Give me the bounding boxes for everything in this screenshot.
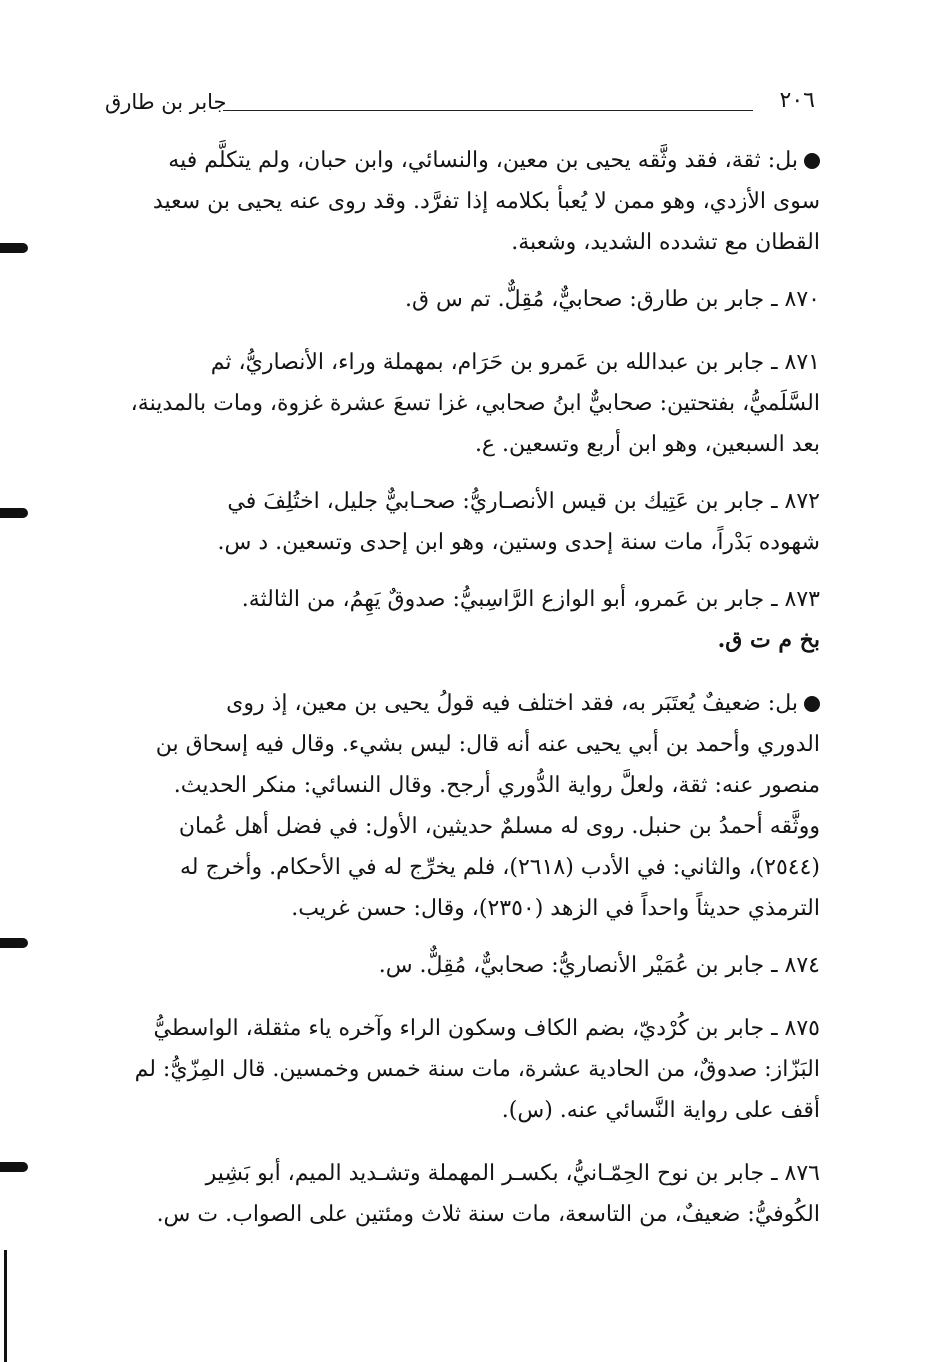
spacer [110, 1131, 820, 1153]
text-line: بل: ثقة، فقد وثَّقه يحيى بن معين، والنسائي، وابن حبان، ولم يتكلَّم فيه [110, 140, 820, 181]
page-header [105, 88, 815, 122]
text-line: سوى الأزدي، وهو ممن لا يُعبأ بكلامه إذا تفرَّد. وقد روى عنه يحيى بن سعيد [152, 189, 820, 214]
spacer [110, 563, 820, 579]
note-block [110, 683, 820, 929]
text-line: ووثَّقه أحمدُ بن حنبل. روى له مسلمٌ حديثين، الأول: في فضل أهل عُمان [178, 814, 820, 839]
text-line: بعد السبعين، وهو ابن أربع وتسعين. ع. [474, 432, 820, 457]
text-line: القطان مع تشدده الشديد، وشعبة. [511, 230, 820, 255]
entry-876 [110, 1153, 820, 1235]
bullet-icon [804, 696, 820, 712]
text-line: (٢٥٤٤)، والثاني: في الأدب (٢٦١٨)، فلم يخرِّج له في الأحكام. وأخرج له [179, 855, 820, 880]
text-line: ٨٧٣ ـ جابر بن عَمرو، أبو الوازع الرَّاسِبيُّ: صدوقٌ يَهِمُ، من الثالثة. [241, 587, 820, 612]
text-line: بخ م ت ق. [717, 627, 820, 653]
scan-margin-mark [0, 1162, 28, 1172]
text-line: شهوده بَدْراً، مات سنة إحدى وستين، وهو ابن إحدى وتسعين. د س. [217, 530, 820, 555]
header-rule [223, 110, 753, 111]
spacer [110, 661, 820, 683]
text-line: الترمذي حديثاً واحداً في الزهد (٢٣٥٠)، وقال: حسن غريب. [291, 896, 820, 921]
entry-874 [110, 945, 820, 986]
text-line: أقف على رواية النَّسائي عنه. (س). [501, 1098, 820, 1123]
entry-873 [110, 579, 820, 661]
bullet-icon [804, 153, 820, 169]
entry-871 [110, 342, 820, 465]
spacer [110, 320, 820, 342]
text-line: ٨٧٢ ـ جابر بن عَتِيك بن قيس الأنصـاريُّ: صحـابيٌّ جليل، اختُلِفَ في [227, 489, 820, 514]
spacer [110, 263, 820, 279]
text-line: السَّلَميُّ، بفتحتين: صحابيٌّ ابنُ صحابي، غزا تسعَ عشرة غزوة، ومات بالمدينة، [130, 391, 820, 416]
text-line: ٨٧١ ـ جابر بن عبدالله بن عَمرو بن حَرَام، بمهملة وراء، الأنصاريُّ، ثم [210, 350, 820, 375]
text-line: ٨٧٥ ـ جابر بن كُرْديّ، بضم الكاف وسكون الراء وآخره ياء مثقلة، الواسطيُّ [153, 1016, 820, 1041]
text-line: منصور عنه: ثقة، ولعلَّ رواية الدُّوري أرجح. وقال النسائي: منكر الحديث. [173, 773, 820, 798]
note-block [110, 140, 820, 263]
scan-margin-mark [0, 938, 28, 948]
text-line: ٨٧٤ ـ جابر بن عُمَيْر الأنصاريُّ: صحابيٌّ، مُقِلٌّ. س. [378, 953, 820, 978]
scan-edge-line [4, 1250, 7, 1362]
text-line: بل: ضعيفٌ يُعتَبَر به، فقد اختلف فيه قولُ يحيى بن معين، إذ روى [110, 683, 820, 724]
spacer [110, 929, 820, 945]
scan-margin-mark [0, 243, 28, 253]
text-line: ٨٧٠ ـ جابر بن طارق: صحابيٌّ، مُقِلٌّ. تم س ق. [405, 287, 820, 312]
text-line: البَزّاز: صدوقٌ، من الحادية عشرة، مات سنة خمس وخمسين. قال المِزّيُّ: لم [134, 1057, 820, 1082]
spacer [110, 986, 820, 1008]
page-number: ٢٠٦ [779, 88, 815, 113]
page-body [110, 140, 820, 1235]
entry-875 [110, 1008, 820, 1131]
text-line: ٨٧٦ ـ جابر بن نوح الحِمّـانيُّ، بكسـر المهملة وتشـديد الميم، أبو بَشِير [205, 1161, 820, 1186]
text-line: الدوري وأحمد بن أبي يحيى عنه أنه قال: ليس بشيء. وقال فيه إسحاق بن [155, 732, 820, 757]
running-title: جابر بن طارق [105, 90, 227, 114]
spacer [110, 465, 820, 481]
entry-870 [110, 279, 820, 320]
scan-margin-mark [0, 508, 28, 518]
entry-872 [110, 481, 820, 563]
text-line: الكُوفيُّ: ضعيفٌ، من التاسعة، مات سنة ثلاث ومئتين على الصواب. ت س. [156, 1202, 820, 1227]
